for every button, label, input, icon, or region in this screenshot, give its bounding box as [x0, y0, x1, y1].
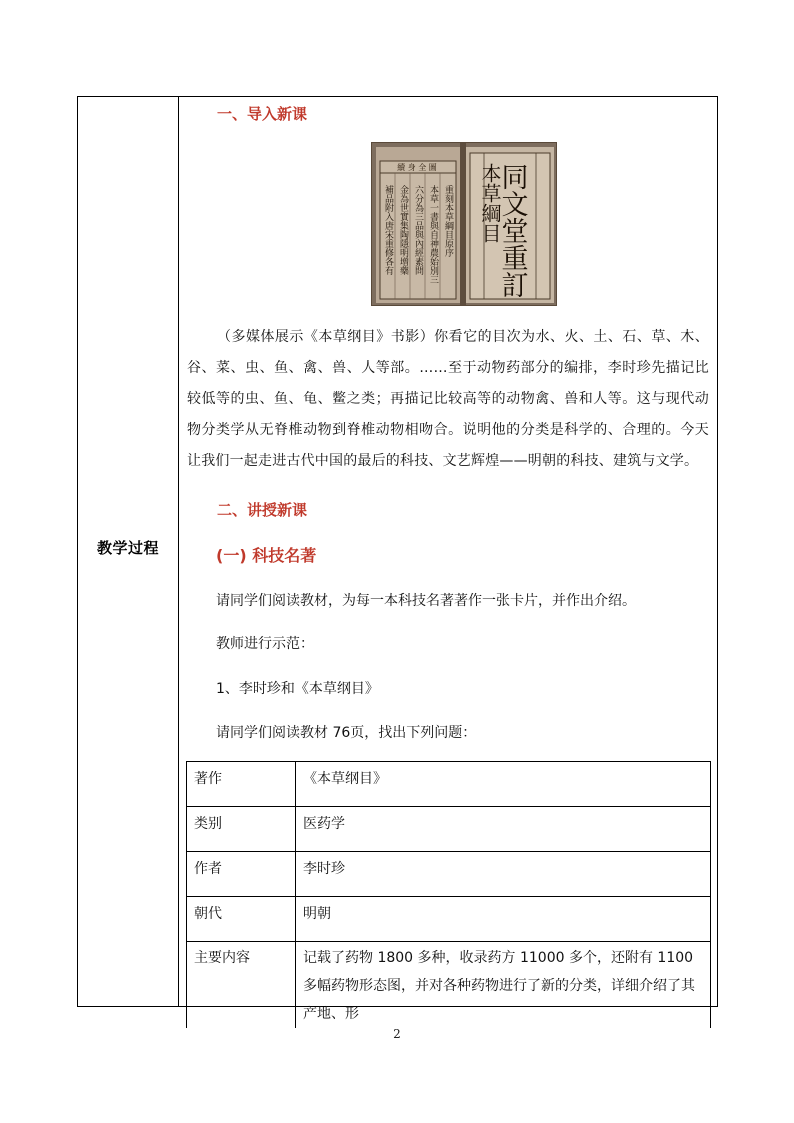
table-row — [187, 807, 711, 852]
book-subtitle: 本草綱目 — [478, 163, 502, 243]
row-value: 《本草纲目》 — [296, 762, 711, 807]
demo-line: 教师进行示范： — [216, 636, 314, 652]
row-key: 作者 — [187, 852, 296, 897]
book-image — [371, 142, 557, 306]
table-row — [187, 897, 711, 942]
intro-paragraph: （多媒体展示《本草纲目》书影）你看它的目次为水、火、土、石、草、木、谷、菜、虫、鱼、禽、兽、人等部。……至于动物药部分的编排，李时珍先描记比较低等的虫、鱼、龟、鳖之类；再描记比较高等的动物禽、兽和人等。这与现代动物分类学从无脊椎动物到脊椎动物相吻合。说明他的分类是科学的、合理的。今天让我们一起走进古代中国的最后的科技、文艺辉煌——明朝的科技、建筑与文学。 — [187, 329, 709, 469]
book-column-text: 金為世實集陶隱明增藥 — [398, 185, 408, 275]
page-number: 2 — [393, 1027, 401, 1041]
row-key: 主要内容 — [187, 942, 296, 1029]
task-line: 请同学们阅读教材，为每一本科技名著著作一张卡片，并作出介绍。 — [216, 593, 636, 609]
book-column-text: 重刻本草綱目原序 — [443, 185, 453, 257]
row-key: 朝代 — [187, 897, 296, 942]
book-column-text: 補品附入唐宋重修各有 — [383, 185, 393, 275]
row-value: 记载了药物 1800 多种，收录药方 11000 多个，还附有 1100 多幅药物形态图，并对各种药物进行了新的分类，详细介绍了其产地、形 — [296, 942, 711, 1029]
book-column-text: 本草一書與自神農始別三 — [428, 185, 438, 284]
row-key: 类别 — [187, 807, 296, 852]
question-line: 请同学们阅读教材 76页，找出下列问题： — [216, 725, 477, 741]
book-column-text: 六分為三品與內經素問 — [413, 185, 423, 275]
row-value: 李时珍 — [296, 852, 711, 897]
intro-heading: 一、导入新课 — [217, 105, 308, 123]
sub-heading: (一) 科技名著 — [216, 546, 317, 565]
row-key: 著作 — [187, 762, 296, 807]
table-row — [187, 852, 711, 897]
book-main-title: 同文堂重訂 — [496, 163, 528, 298]
book-info-table — [186, 761, 711, 1028]
section-label: 教学过程 — [96, 539, 159, 557]
table-row — [187, 762, 711, 807]
row-value: 明朝 — [296, 897, 711, 942]
table-row — [187, 942, 711, 1029]
row-value: 医药学 — [296, 807, 711, 852]
book-top-text: 續 身 全 圖 — [397, 163, 437, 172]
item-line: 1、李时珍和《本草纲目》 — [216, 681, 379, 697]
new-lesson-heading: 二、讲授新课 — [217, 501, 308, 519]
book-cover-illustration — [372, 143, 557, 306]
